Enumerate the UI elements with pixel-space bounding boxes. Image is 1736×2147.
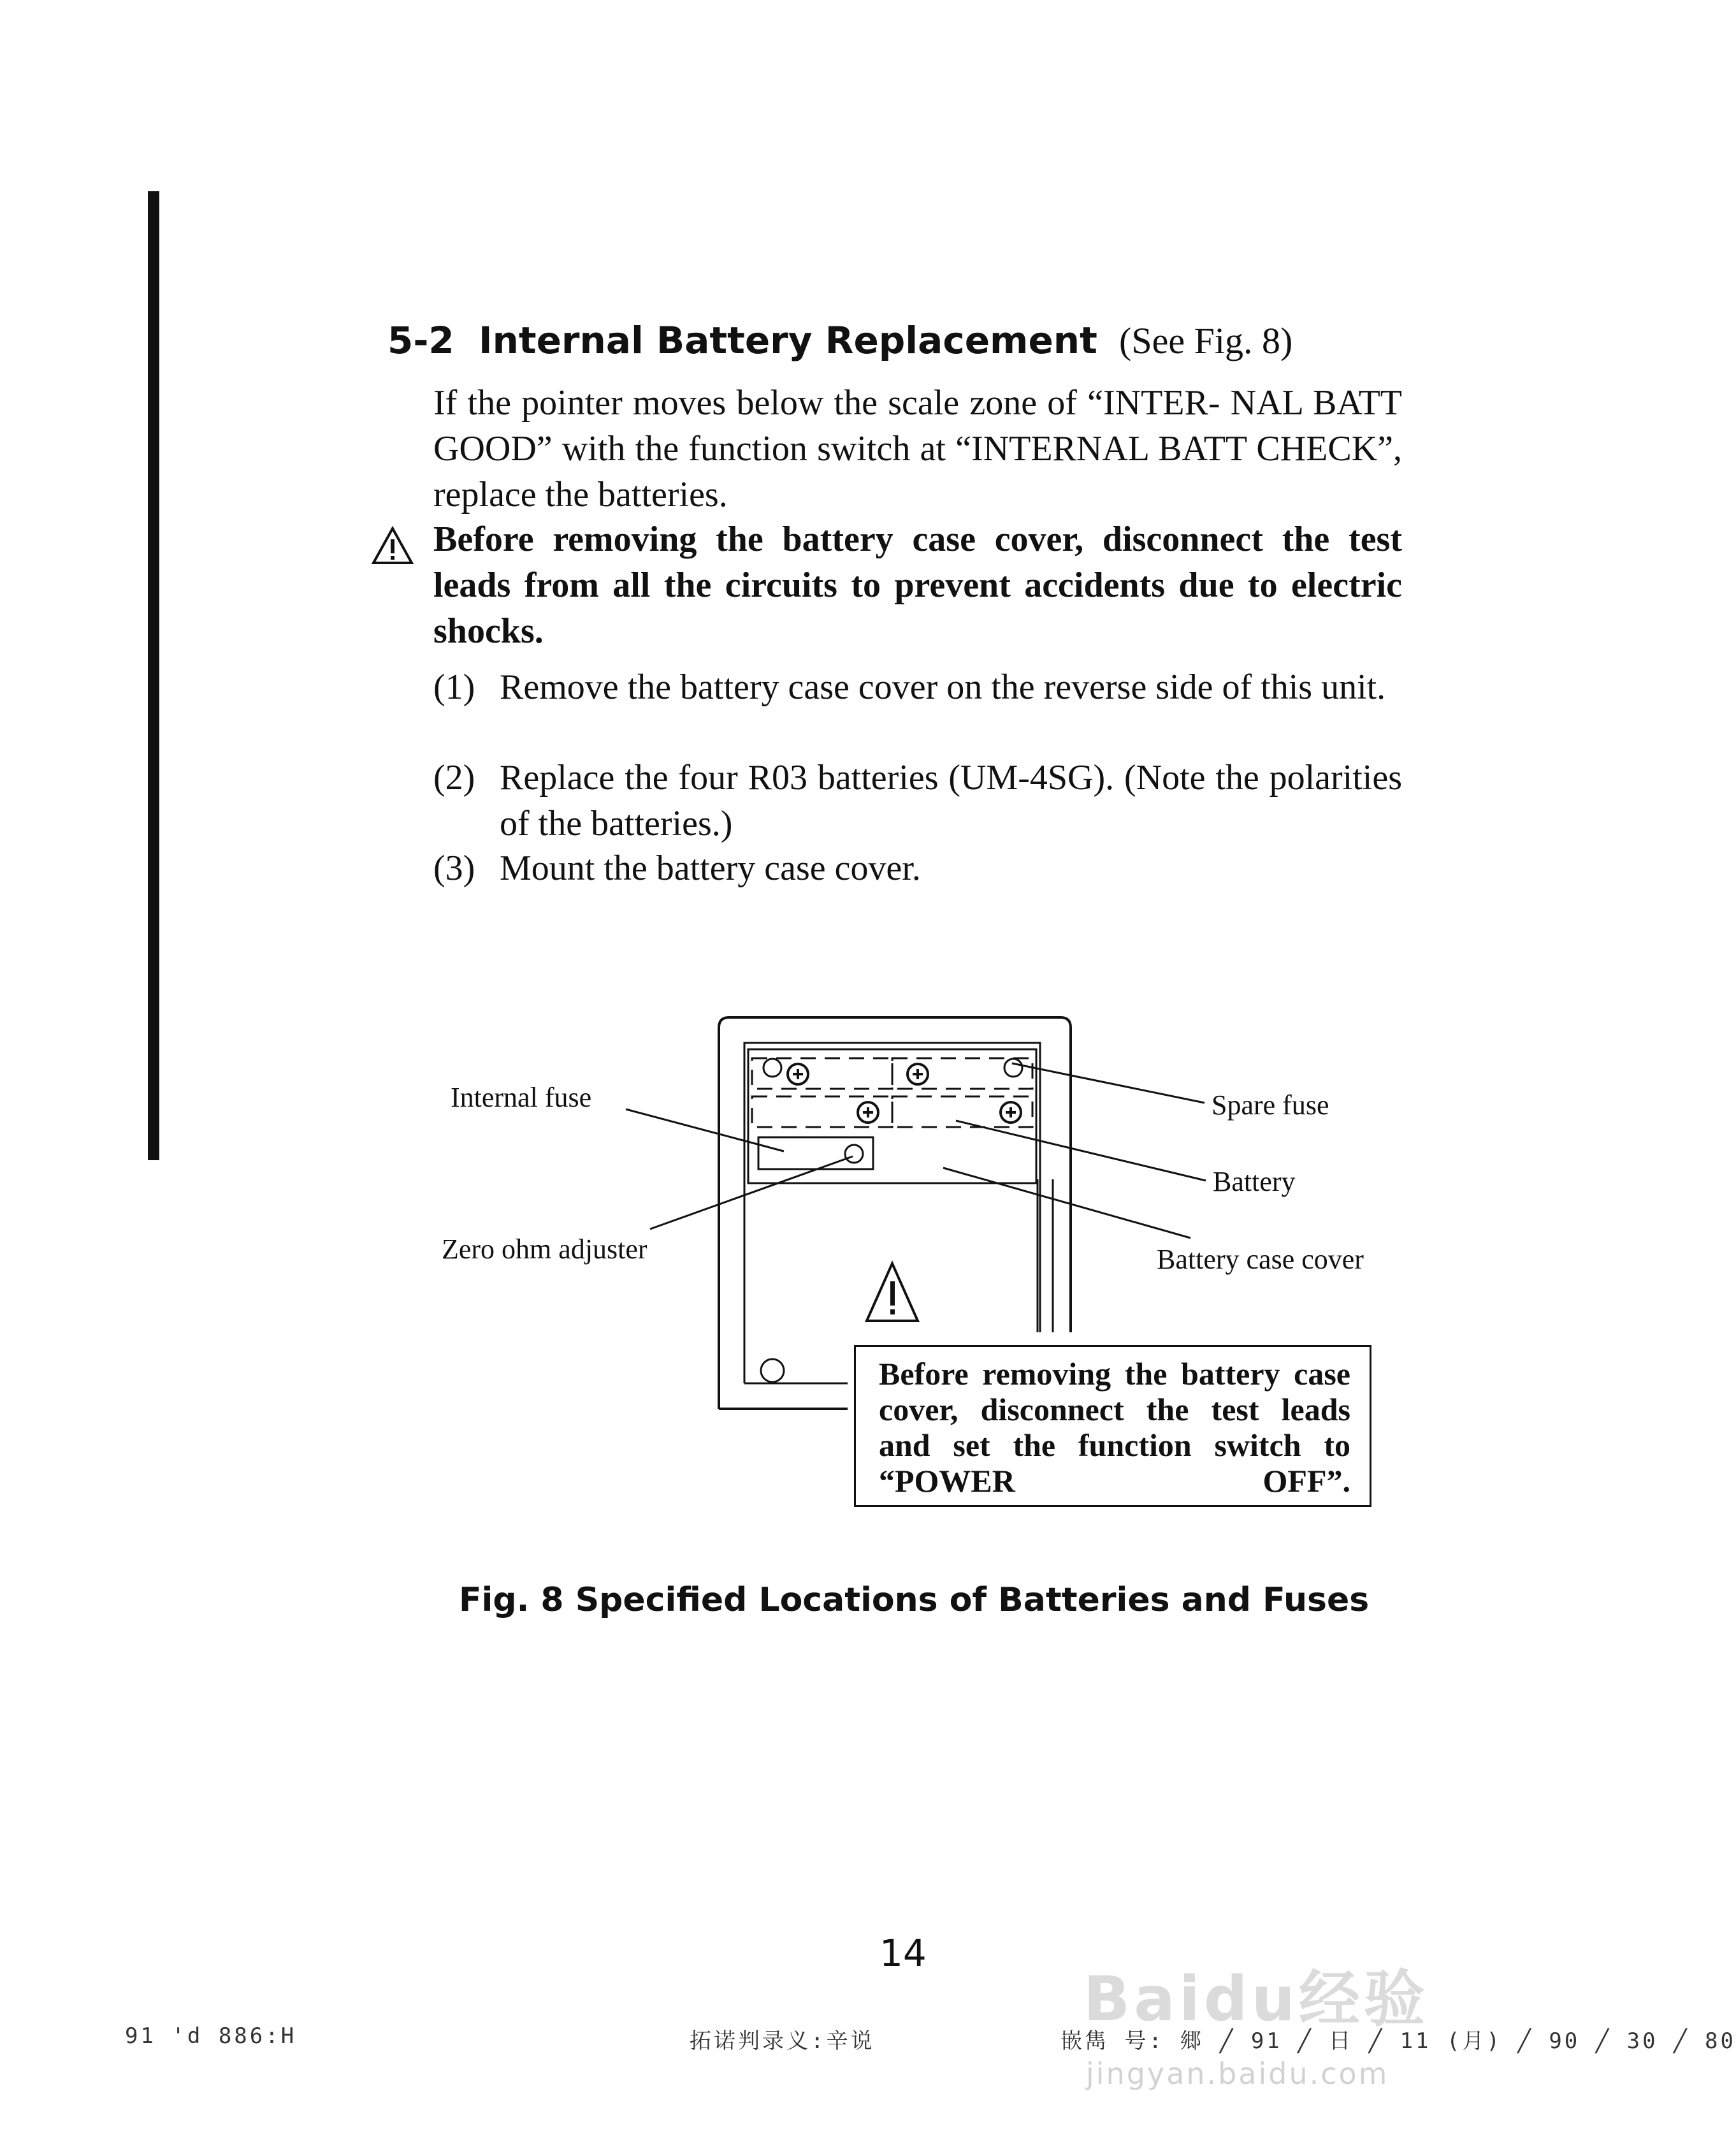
step-text: Replace the four R03 batteries (UM-4SG). (Note the polarities of the batteries.) <box>500 758 1402 843</box>
label-battery-case-cover: Battery case cover <box>1157 1244 1364 1275</box>
step-number: (2) <box>433 758 475 797</box>
watermark-url: jingyan.baidu.com <box>1086 2056 1389 2091</box>
footer-fax-right: 嵌雋 号: 郷 ╱ 91 ╱ 日 ╱ 11 (月) ╱ 90 ╱ 30 ╱ 80 <box>1060 2028 1736 2054</box>
step-number: (3) <box>433 848 475 888</box>
page-number: 14 <box>879 1932 927 1975</box>
notice-box: Before removing the battery case cover, disconnect the test leads and set the function switch to “POWER OFF”. <box>854 1345 1371 1507</box>
footer-fax-left: 91 'd 886:H <box>125 2023 297 2049</box>
label-spare-fuse: Spare fuse <box>1212 1089 1329 1121</box>
label-zero-ohm-adjuster: Zero ohm adjuster <box>442 1234 647 1265</box>
watermark-brand: Baidu经验 <box>1083 1963 1429 2035</box>
footer-fax-middle: 拓诺判录义:辛说 <box>690 2028 875 2054</box>
label-internal-fuse: Internal fuse <box>451 1082 592 1113</box>
warning-paragraph: Before removing the battery case cover, disconnect the test leads from all the circuits to prevent accidents due to electric shocks. <box>433 520 1402 651</box>
figure-caption: Fig. 8 Specified Locations of Batteries and Fuses <box>459 1581 1370 1619</box>
step-text: Mount the battery case cover. <box>500 848 921 888</box>
section-title: Internal Battery Replacement <box>479 319 1097 362</box>
step-number: (1) <box>433 667 475 707</box>
section-number: 5-2 <box>387 319 454 362</box>
section-reference: (See Fig. 8) <box>1119 320 1293 361</box>
intro-paragraph: If the pointer moves below the scale zone of “INTER- NAL BATT GOOD” with the function switch at “INTERNAL BATT CHECK”, replace the batteries. <box>433 383 1402 514</box>
label-battery: Battery <box>1213 1166 1296 1197</box>
step-text: Remove the battery case cover on the reverse side of this unit. <box>500 667 1386 707</box>
